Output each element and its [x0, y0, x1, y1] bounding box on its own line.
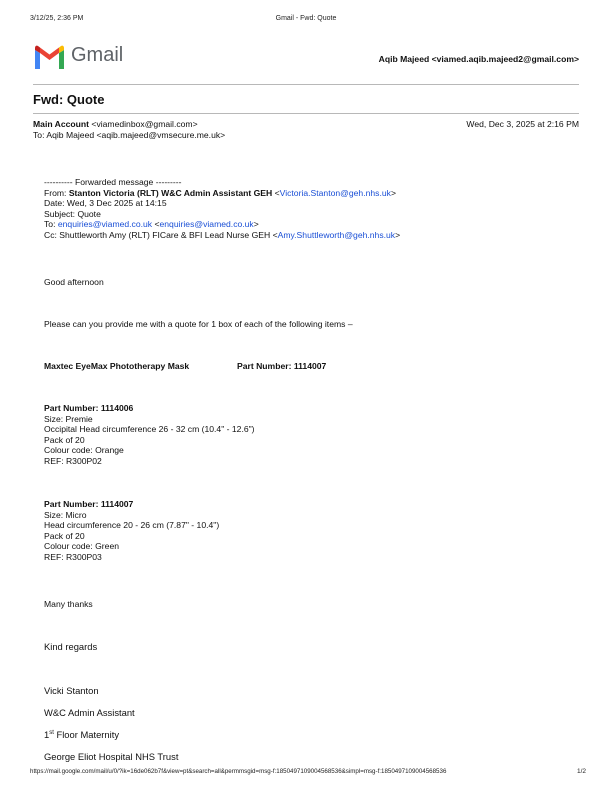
- item-2-pack: Pack of 20: [44, 530, 85, 541]
- item-2-part-number: Part Number: 1114007: [44, 499, 134, 509]
- forwarded-from-name: Stanton Victoria (RLT) W&C Admin Assistant GEH: [68, 187, 273, 198]
- to-label: To:: [44, 219, 56, 230]
- forwarded-subject: Subject: Quote: [44, 208, 101, 219]
- sender-name: Main Account: [33, 119, 90, 129]
- forwarded-to: To: enquiries@viamed.co.uk <enquiries@viamed.co.uk>: [44, 219, 259, 230]
- item-1-ref: REF: R300P02: [44, 455, 102, 466]
- regards-text: Kind regards: [44, 641, 98, 652]
- header-divider: [33, 84, 579, 85]
- item-1-size: Size: Premie: [44, 413, 93, 424]
- greeting: Good afternoon: [44, 277, 104, 287]
- subject-divider: [33, 113, 579, 114]
- signature-role: W&C Admin Assistant: [44, 707, 135, 718]
- gmail-logo-icon: [33, 45, 66, 69]
- print-title: Gmail - Fwd: Quote: [275, 15, 337, 22]
- request-text: Please can you provide me with a quote for 1 box of each of the following items –: [44, 319, 353, 329]
- print-datetime: 3/12/25, 2:36 PM: [30, 15, 84, 22]
- item-1-pack: Pack of 20: [44, 434, 85, 445]
- forwarded-from: From: Stanton Victoria (RLT) W&C Admin Assistant GEH <Victoria.Stanton@geh.nhs.uk>: [44, 187, 396, 198]
- product-part-number: Part Number: 1114007: [237, 361, 327, 371]
- floor-text: Floor Maternity: [53, 729, 120, 740]
- forwarded-divider: ---------- Forwarded message ---------: [44, 177, 182, 187]
- item-2-ref: REF: R300P03: [44, 551, 102, 562]
- message-to: To: Aqib Majeed <aqib.majeed@vmsecure.me.uk>: [33, 130, 226, 140]
- item-1-details: [44, 403, 255, 467]
- gmail-logo-text: Gmail: [71, 44, 124, 66]
- forwarded-to-email-link[interactable]: enquiries@viamed.co.uk: [57, 219, 153, 230]
- item-2-colour: Colour code: Green: [44, 541, 119, 552]
- item-1-part-number: Part Number: 1114006: [44, 403, 134, 413]
- signature-org: George Eliot Hospital NHS Trust: [44, 751, 179, 762]
- subject-title: Fwd: Quote: [33, 92, 105, 107]
- item-1-circumference: Occipital Head circumference 26 - 32 cm (10.4" - 12.6"): [44, 424, 255, 435]
- account-label: Aqib Majeed <viamed.aqib.majeed2@gmail.com>: [378, 54, 579, 64]
- sender-email: <viamedinbox@gmail.com>: [91, 119, 198, 129]
- forwarded-from-email-link[interactable]: Victoria.Stanton@geh.nhs.uk: [279, 187, 391, 198]
- item-1-colour: Colour code: Orange: [44, 445, 124, 456]
- print-page-number: 1/2: [576, 768, 586, 775]
- thanks-text: Many thanks: [44, 599, 93, 609]
- floor-ordinal: st: [49, 730, 54, 736]
- sender-line: [33, 119, 198, 130]
- item-2-circumference: Head circumference 20 - 26 cm (7.87" - 10.4"): [44, 520, 220, 531]
- forwarded-cc: Cc: Shuttleworth Amy (RLT) FICare & BFI Lead Nurse GEH <Amy.Shuttleworth@geh.nhs.uk>: [44, 229, 401, 240]
- forwarded-date: Date: Wed, 3 Dec 2025 at 14:15: [44, 198, 167, 209]
- cc-label: Cc: Shuttleworth Amy (RLT) FICare & BFI Lead Nurse GEH: [44, 229, 271, 240]
- print-url: https://mail.google.com/mail/u/0/?ik=16de062b7f&view=pt&search=all&permmsgid=msg-f:1850497109004568536&simpl=msg-f:1850497109004568536: [30, 768, 447, 775]
- from-label: From:: [44, 187, 67, 198]
- item-2-size: Size: Micro: [44, 509, 87, 520]
- forwarded-cc-email-link[interactable]: Amy.Shuttleworth@geh.nhs.uk: [277, 229, 396, 240]
- message-date: Wed, Dec 3, 2025 at 2:16 PM: [466, 119, 579, 129]
- product-name: Maxtec EyeMax Phototherapy Mask: [44, 361, 190, 371]
- forwarded-to-email-link-2[interactable]: enquiries@viamed.co.uk: [159, 219, 254, 230]
- signature-name: Vicki Stanton: [44, 685, 99, 696]
- item-2-details: [44, 499, 219, 563]
- forwarded-header: [44, 177, 400, 241]
- floor-number: 1: [44, 729, 50, 740]
- signature-floor: [44, 729, 119, 740]
